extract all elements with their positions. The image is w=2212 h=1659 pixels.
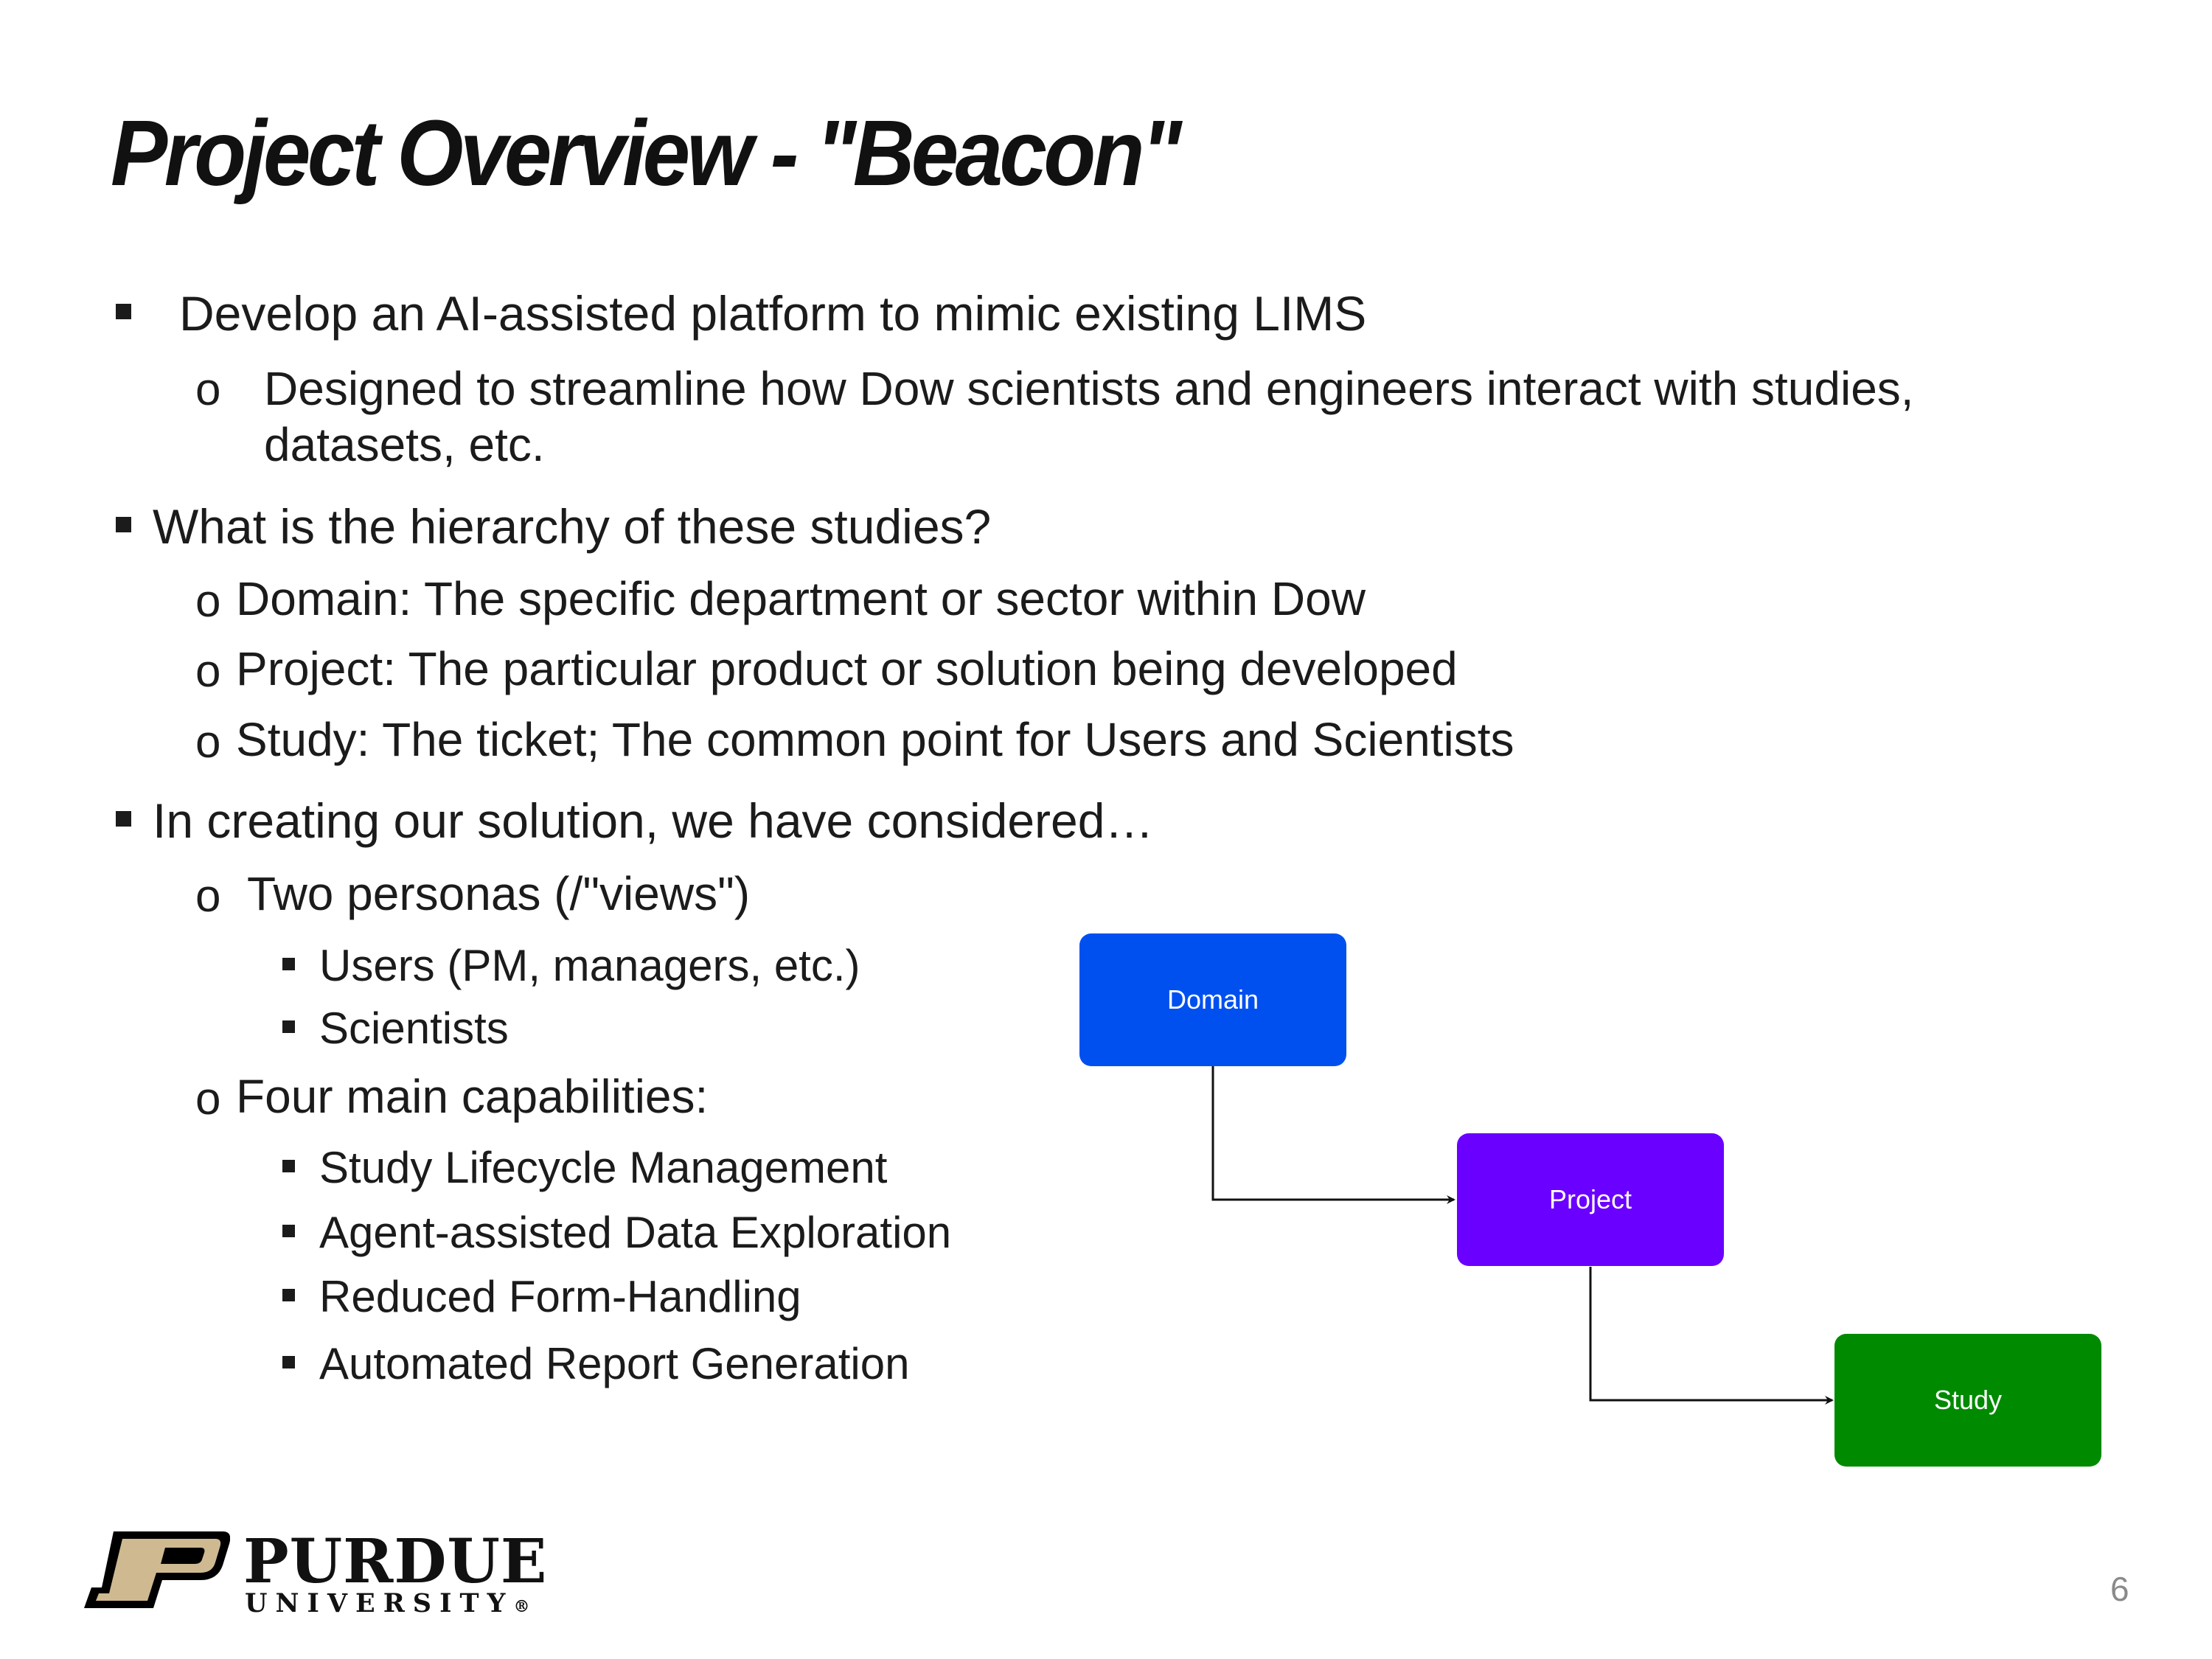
page-number: 6 — [2110, 1570, 2129, 1608]
item-report-generation: Automated Report Generation — [319, 1339, 910, 1388]
university-subtext — [245, 1588, 530, 1618]
connector-project-study — [1590, 1267, 1832, 1400]
item-data-exploration: Agent-assisted Data Exploration — [319, 1208, 952, 1257]
slide-title: Project Overview - "Beacon" — [111, 101, 1179, 205]
bullet-hierarchy: What is the hierarchy of these studies? — [153, 499, 992, 554]
circle-bullet-icon: o — [195, 717, 221, 768]
sub-bullet-capabilities: Four main capabilities: — [236, 1070, 709, 1123]
domain-node: Domain — [1079, 933, 1346, 1066]
sub-bullet-study: Study: The ticket; The common point for Users and Scientists — [236, 713, 1514, 766]
university-text: UNIVERSITY — [245, 1588, 514, 1618]
bullet-develop: Develop an AI-assisted platform to mimic existing LIMS — [179, 286, 1367, 341]
item-form-handling: Reduced Form-Handling — [319, 1272, 801, 1321]
sub-bullet-domain: Domain: The specific department or sector within Dow — [236, 572, 1366, 625]
project-node: Project — [1457, 1133, 1724, 1266]
purdue-p-logo-icon — [83, 1530, 230, 1611]
sub-bullet-designed-line1: Designed to streamline how Dow scientists and engineers interact with studies, — [264, 362, 1914, 415]
item-lifecycle: Study Lifecycle Management — [319, 1143, 888, 1192]
circle-bullet-icon: o — [195, 576, 221, 627]
item-users: Users (PM, managers, etc.) — [319, 941, 860, 990]
sub-bullet-project: Project: The particular product or solution being developed — [236, 642, 1458, 695]
study-node: Study — [1834, 1334, 2101, 1467]
registered-mark: ® — [513, 1597, 530, 1616]
item-scientists: Scientists — [319, 1004, 509, 1053]
bullet-considered: In creating our solution, we have considered… — [153, 793, 1154, 848]
purdue-wordmark: PURDUE — [243, 1526, 548, 1597]
circle-bullet-icon: o — [195, 646, 221, 697]
circle-bullet-icon: o — [195, 364, 221, 415]
circle-bullet-icon: o — [195, 1074, 221, 1124]
sub-bullet-personas: Two personas (/"views") — [247, 867, 751, 920]
sub-bullet-designed-line2: datasets, etc. — [264, 418, 545, 471]
connector-domain-project — [1213, 1066, 1454, 1200]
circle-bullet-icon: o — [195, 871, 221, 922]
